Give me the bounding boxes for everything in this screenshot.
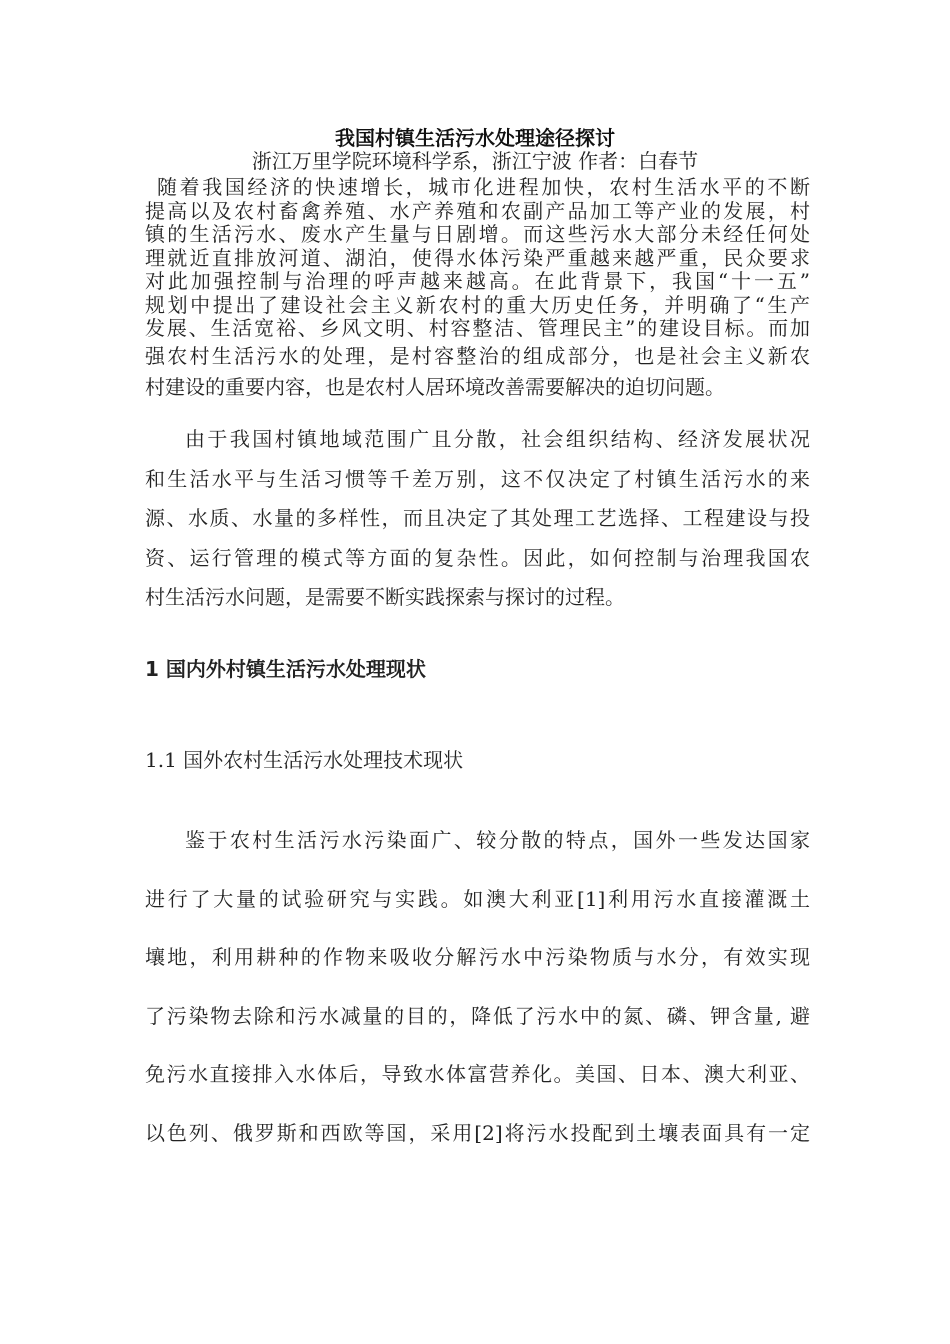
paragraph-second: [145, 420, 810, 618]
text-line: 理就近直排放河道、湖泊，使得水体污染严重越来越严重，民众要求: [145, 246, 810, 270]
text-line: 和生活水平与生活习惯等千差万别，这不仅决定了村镇生活污水的来: [145, 466, 810, 491]
text-line: 强农村生活污水的处理，是村容整治的组成部分，也是社会主义新农: [145, 343, 810, 368]
author-affiliation: 浙江万里学院环境科学系，浙江宁波 作者：白春节: [251, 149, 699, 173]
text-line: 发展、生活宽裕、乡风文明、村容整洁、管理民主”的建设目标。而加: [145, 317, 810, 340]
text-line: 村建设的重要内容，也是农村人居环境改善需要解决的迫切问题。: [145, 374, 725, 399]
document-title: 我国村镇生活污水处理途径探讨: [335, 126, 615, 150]
text-line: 源、水质、水量的多样性，而且决定了其处理工艺选择、工程建设与投: [145, 506, 810, 530]
text-line: 由于我国村镇地域范围广且分散，社会组织结构、经济发展状况: [185, 427, 810, 451]
text-line: 了污染物去除和污水减量的目的，降低了污水中的氮、磷、钾含量, 避: [145, 1003, 810, 1028]
section-heading: 1 国内外村镇生活污水处理现状: [145, 657, 426, 681]
paragraph-intro: [145, 176, 810, 403]
text-line: 以色列、俄罗斯和西欧等国，采用[2]将污水投配到土壤表面具有一定: [145, 1120, 810, 1145]
text-line: 壤地，利用耕种的作物来吸收分解污水中污染物质与水分，有效实现: [145, 945, 810, 969]
text-line: 资、运行管理的模式等方面的复杂性。因此，如何控制与治理我国农: [145, 545, 810, 570]
text-line: 随着我国经济的快速增长，城市化进程加快，农村生活水平的不断: [157, 176, 810, 199]
text-line: 规划中提出了建设社会主义新农村的重大历史任务，并明确了“生产: [145, 293, 810, 317]
text-line: 村生活污水问题，是需要不断实践探索与探讨的过程。: [145, 585, 625, 609]
text-line: 免污水直接排入水体后，导致水体富营养化。美国、日本、澳大利亚、: [145, 1062, 810, 1086]
text-line: 提高以及农村畜禽养殖、水产养殖和农副产品加工等产业的发展，村: [145, 199, 810, 223]
text-line: 进行了大量的试验研究与实践。如澳大利亚[1]利用污水直接灌溉土: [145, 886, 810, 911]
paragraph-third: [145, 820, 810, 1171]
subsection-heading: 1.1 国外农村生活污水处理技术现状: [145, 748, 464, 772]
text-line: 鉴于农村生活污水污染面广、较分散的特点，国外一些发达国家: [185, 828, 810, 852]
text-line: 对此加强控制与治理的呼声越来越高。在此背景下，我国“十一五”: [145, 270, 810, 293]
text-line: 镇的生活污水、废水产生量与日剧增。而这些污水大部分未经任何处: [145, 223, 810, 246]
